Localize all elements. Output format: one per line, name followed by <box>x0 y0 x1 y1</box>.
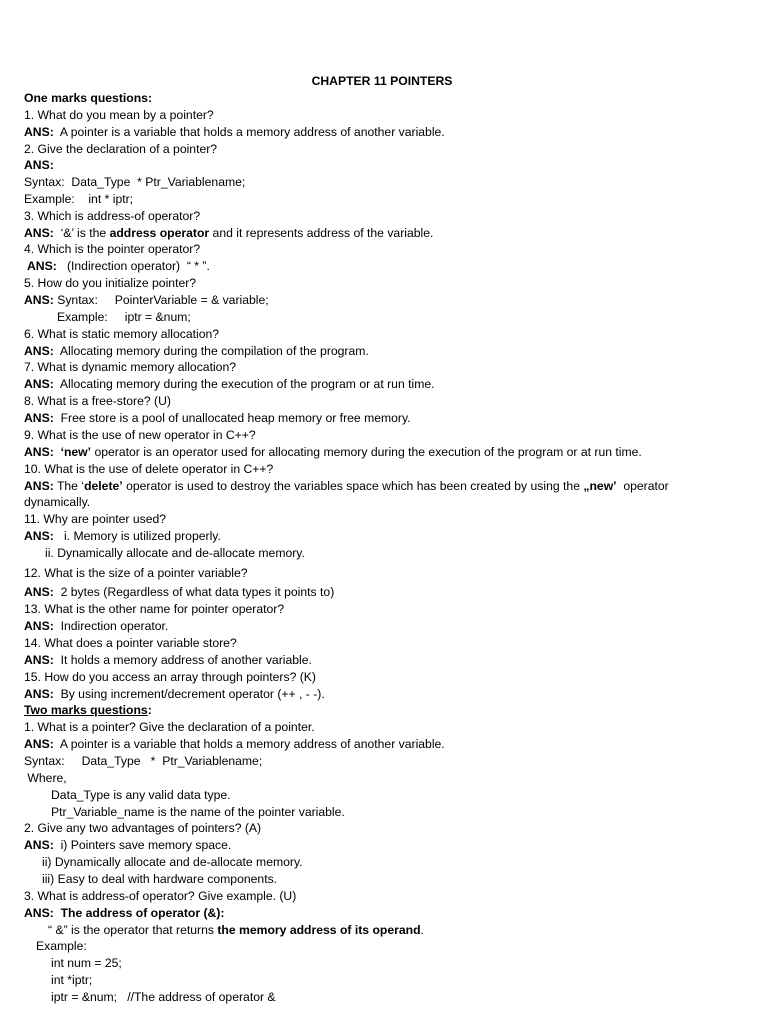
question-9: 9. What is the use of new operator in C++? <box>24 428 256 442</box>
answer-8: ANS: Free store is a pool of unallocated heap memory or free memory. <box>24 411 411 425</box>
answer-10-continued: dynamically. <box>24 495 91 509</box>
two-marks-answer-2-i: ANS: i) Pointers save memory space. <box>24 838 232 852</box>
answer-2-example: Example: int * iptr; <box>24 192 134 206</box>
two-marks-answer-3-heading: ANS: The address of operator (&): <box>24 906 225 920</box>
question-12: 12. What is the size of a pointer variable? <box>24 566 248 580</box>
answer-12: ANS: 2 bytes (Regardless of what data types it points to) <box>24 585 335 599</box>
answer-11-item-i: ANS: i. Memory is utilized properly. <box>24 529 221 543</box>
answer-2-syntax: Syntax: Data_Type * Ptr_Variablename; <box>24 175 246 189</box>
question-7: 7. What is dynamic memory allocation? <box>24 360 237 374</box>
question-6: 6. What is static memory allocation? <box>24 327 220 341</box>
answer-3: ANS: ‘&’ is the address operator and it represents address of the variable. <box>24 226 434 240</box>
question-15: 15. How do you access an array through pointers? (K) <box>24 670 316 684</box>
answer-2-label: ANS: <box>24 158 54 172</box>
two-marks-answer-3-example: Example: <box>36 939 87 953</box>
two-marks-answer-1-syntax: Syntax: Data_Type * Ptr_Variablename; <box>24 754 263 768</box>
answer-10: ANS: The ‘delete’ operator is used to destroy the variables space which has been created by using the „new’ operator <box>24 479 669 493</box>
question-8: 8. What is a free-store? (U) <box>24 394 171 408</box>
section-heading-one-marks: One marks questions: <box>24 91 153 105</box>
answer-9: ANS: ‘new’ operator is an operator used for allocating memory during the execution of the program or at run time. <box>24 445 642 459</box>
two-marks-answer-1-where-2: Ptr_Variable_name is the name of the pointer variable. <box>51 805 345 819</box>
answer-14: ANS: It holds a memory address of another variable. <box>24 653 312 667</box>
answer-13: ANS: Indirection operator. <box>24 619 169 633</box>
answer-5-syntax: ANS: Syntax: PointerVariable = & variable; <box>24 293 269 307</box>
question-4: 4. Which is the pointer operator? <box>24 242 201 256</box>
two-marks-question-1: 1. What is a pointer? Give the declaration of a pointer. <box>24 720 315 734</box>
code-line-3: iptr = &num; //The address of operator & <box>51 990 276 1004</box>
question-10: 10. What is the use of delete operator in C++? <box>24 462 274 476</box>
section-heading-two-marks: Two marks questions: <box>24 703 152 717</box>
two-marks-answer-1-where-1: Data_Type is any valid data type. <box>51 788 231 802</box>
page-title: CHAPTER 11 POINTERS <box>311 74 453 88</box>
question-14: 14. What does a pointer variable store? <box>24 636 237 650</box>
answer-11-item-ii: ii. Dynamically allocate and de-allocate memory. <box>45 546 305 560</box>
two-marks-question-3: 3. What is address-of operator? Give example. (U) <box>24 889 297 903</box>
code-line-2: int *iptr; <box>51 973 93 987</box>
answer-5-example: Example: iptr = &num; <box>57 310 191 324</box>
code-line-1: int num = 25; <box>51 956 122 970</box>
question-2: 2. Give the declaration of a pointer? <box>24 142 218 156</box>
answer-1: ANS: A pointer is a variable that holds a memory address of another variable. <box>24 125 445 139</box>
question-5: 5. How do you initialize pointer? <box>24 276 197 290</box>
question-3: 3. Which is address-of operator? <box>24 209 201 223</box>
answer-6: ANS: Allocating memory during the compilation of the program. <box>24 344 369 358</box>
answer-4: ANS: (Indirection operator) “ * ”. <box>27 259 210 273</box>
two-marks-answer-1-where: Where, <box>24 771 67 785</box>
answer-7: ANS: Allocating memory during the execution of the program or at run time. <box>24 377 435 391</box>
two-marks-question-2: 2. Give any two advantages of pointers? (A) <box>24 821 262 835</box>
answer-15: ANS: By using increment/decrement operator (++ , - -). <box>24 687 325 701</box>
two-marks-answer-1: ANS: A pointer is a variable that holds a memory address of another variable. <box>24 737 445 751</box>
two-marks-answer-2-iii: iii) Easy to deal with hardware components. <box>42 872 278 886</box>
question-13: 13. What is the other name for pointer operator? <box>24 602 285 616</box>
question-1: 1. What do you mean by a pointer? <box>24 108 214 122</box>
question-11: 11. Why are pointer used? <box>24 512 167 526</box>
two-marks-answer-3-description: “ &” is the operator that returns the memory address of its operand. <box>48 923 424 937</box>
two-marks-answer-2-ii: ii) Dynamically allocate and de-allocate memory. <box>42 855 303 869</box>
